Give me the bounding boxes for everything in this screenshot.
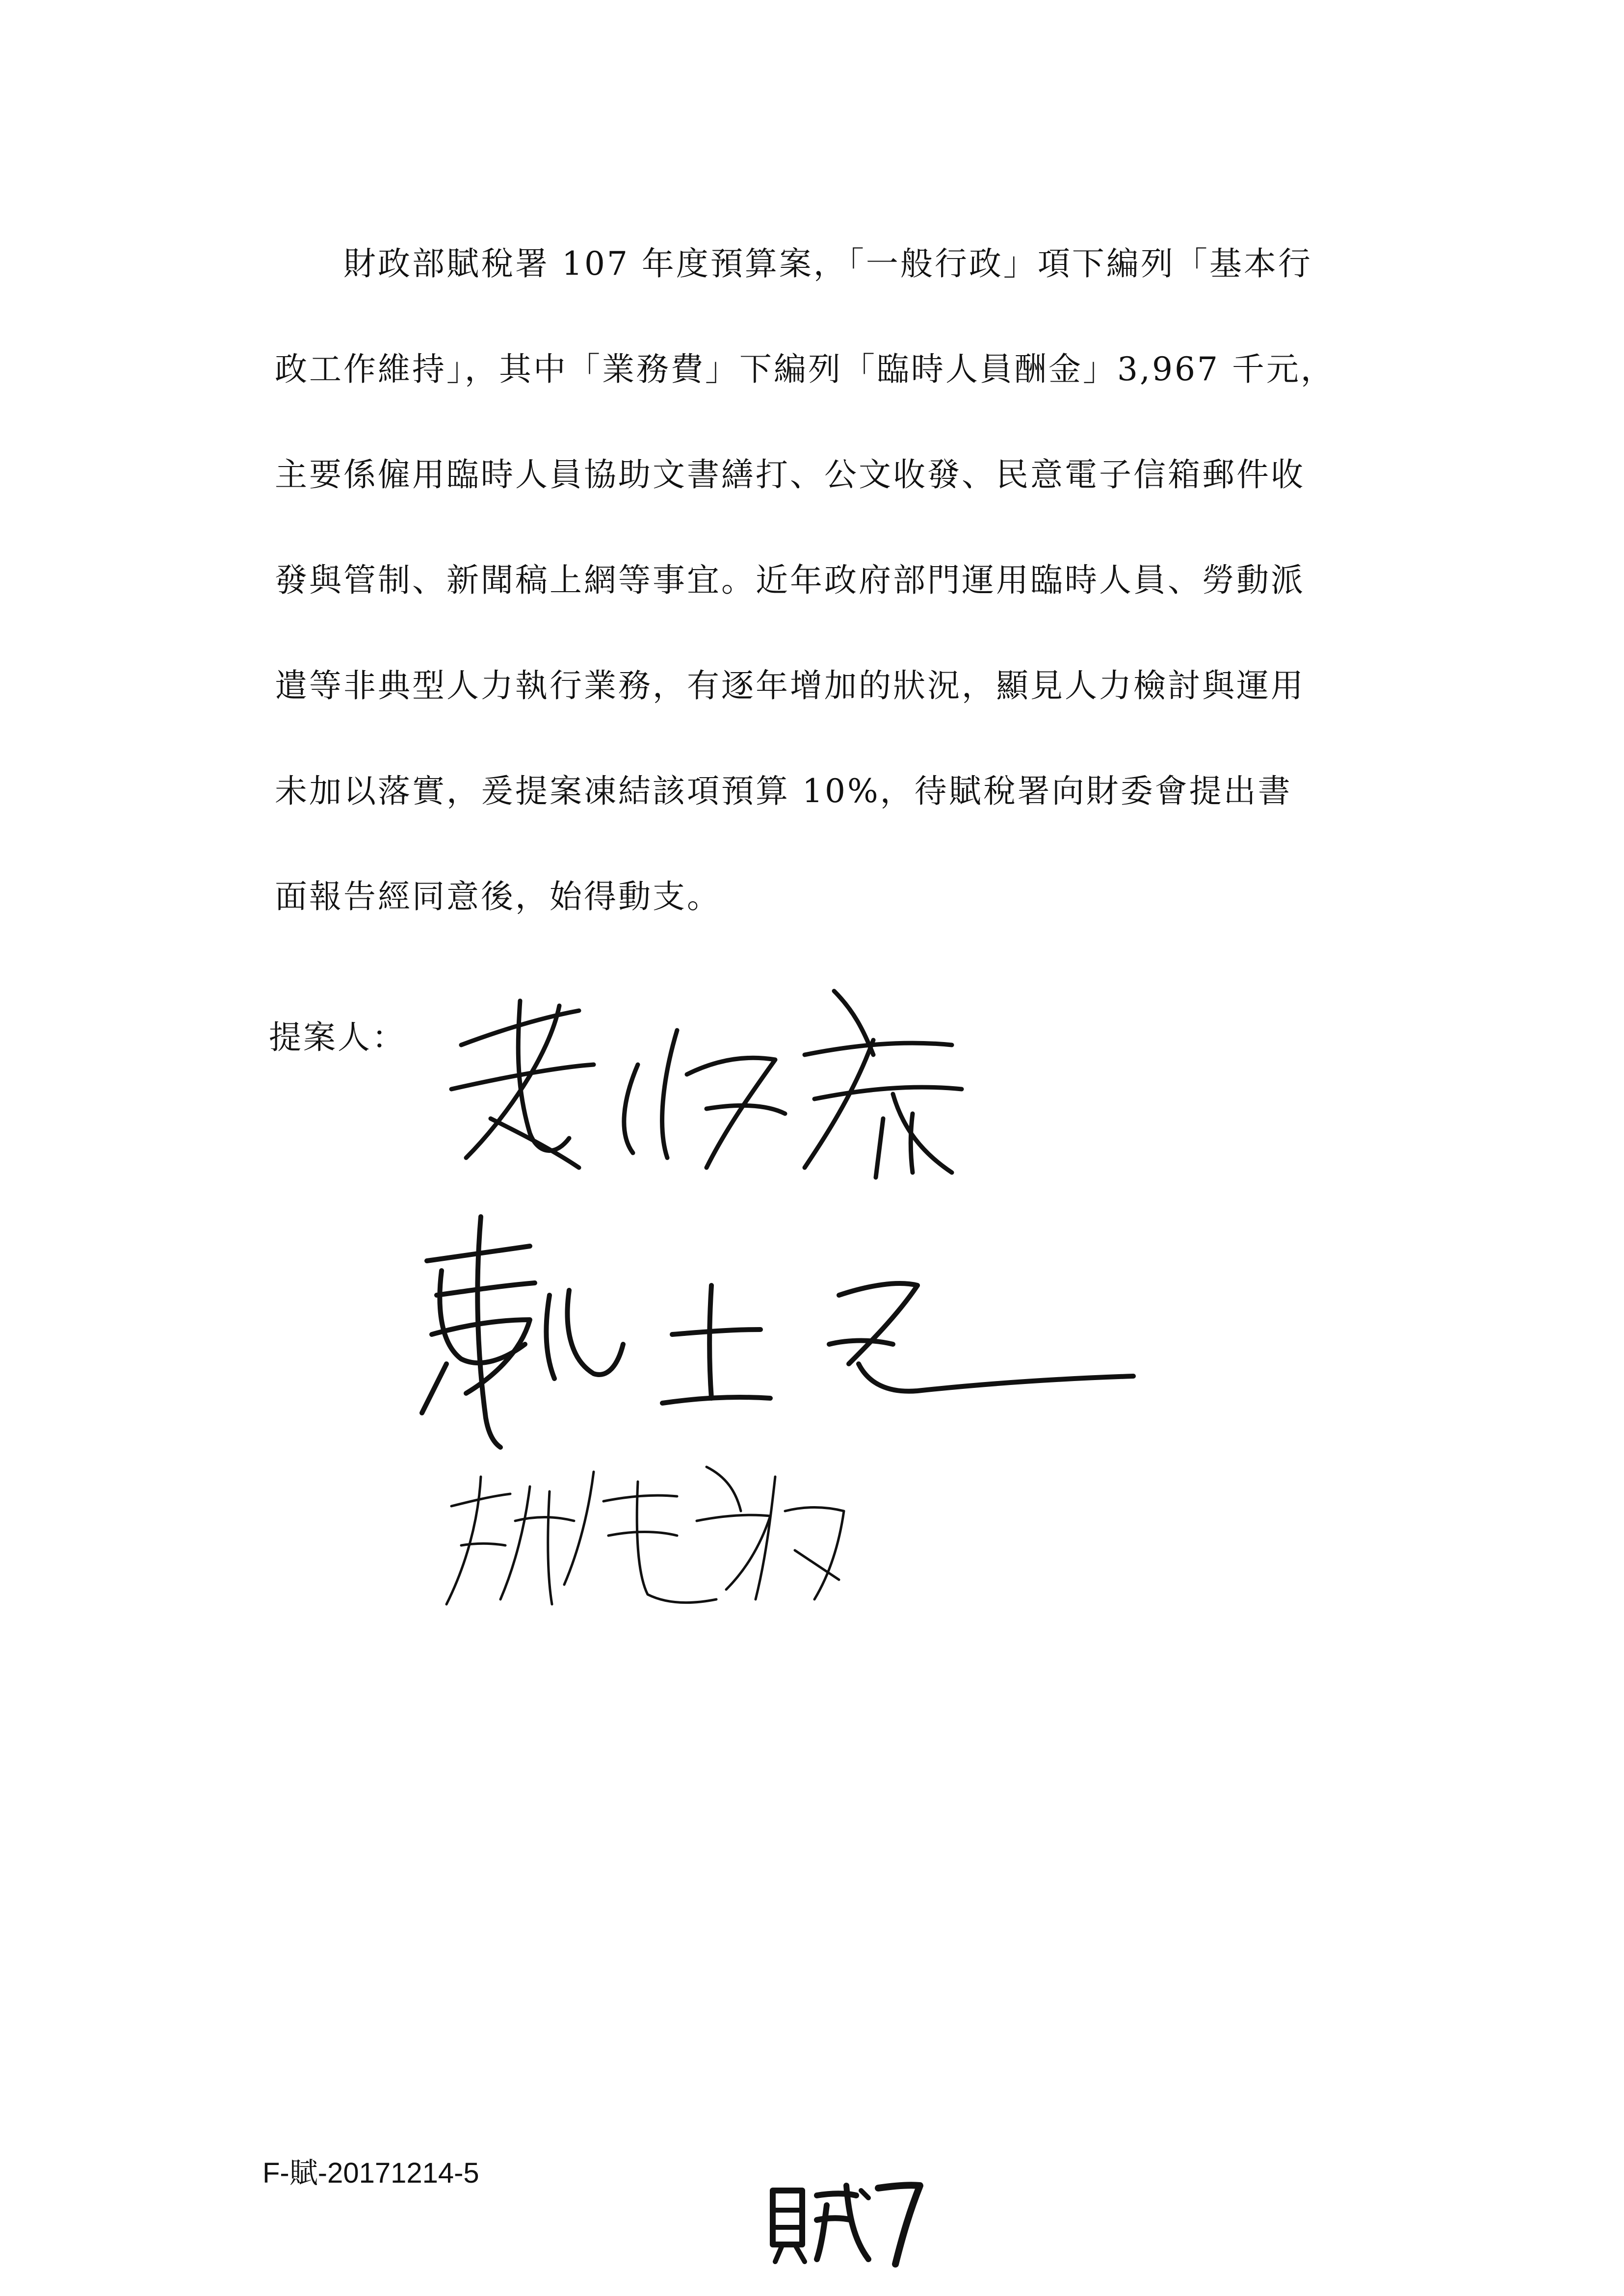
body-line: 主要係僱用臨時人員協助文書繕打、公文收發、民意電子信箱郵件收	[275, 456, 1305, 494]
body-line: 財政部賦稅署 107 年度預算案，「一般行政」項下編列「基本行	[343, 245, 1312, 283]
handwritten-signature-icon	[432, 971, 1011, 1177]
document-code: F-賦-20171214-5	[262, 2157, 479, 2189]
handwritten-signature-icon	[407, 1197, 1153, 1452]
body-line: 發與管制、新聞稿上網等事宜。近年政府部門運用臨時人員、勞動派	[275, 561, 1305, 599]
body-line: 未加以落實，爰提案凍結該項預算 10%，待賦稅署向財委會提出書	[275, 772, 1292, 810]
body-line: 遣等非典型人力執行業務，有逐年增加的狀況，顯見人力檢討與運用	[275, 667, 1305, 704]
proposal-body	[275, 211, 1418, 949]
body-line: 面報告經同意後，始得動支。	[275, 878, 721, 915]
body-line: 政工作維持」，其中「業務費」下編列「臨時人員酬金」3,967 千元，	[275, 350, 1335, 388]
handwritten-signature-icon	[432, 1437, 873, 1624]
handwritten-page-number-icon	[763, 2171, 925, 2269]
proposer-label: 提案人：	[269, 1018, 406, 1056]
